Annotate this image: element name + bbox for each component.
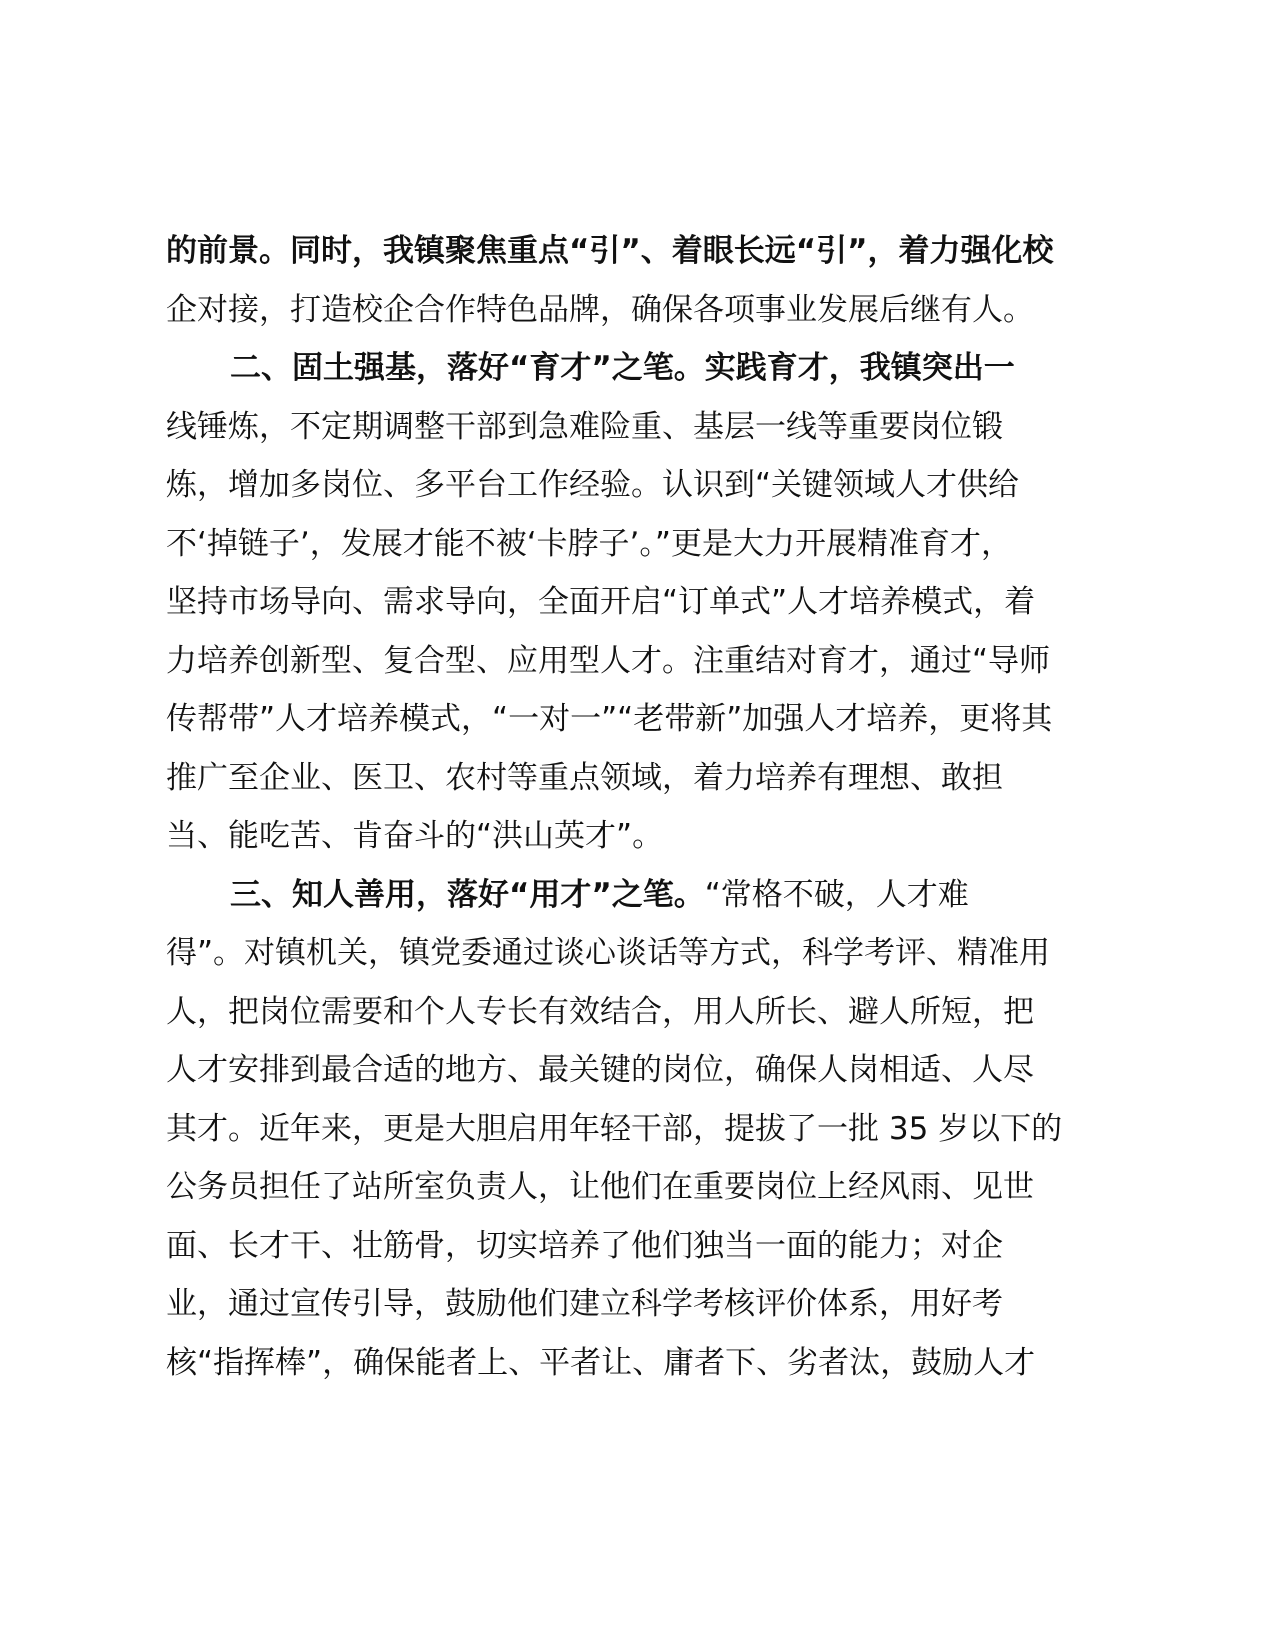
text-line (166, 866, 1126, 925)
text-segment: 线锤炼，不定期调整干部到急难险重、基层一线等重要岗位锻 (166, 408, 1003, 445)
text-line (166, 1100, 1126, 1159)
text-segment: 不‘掉链子’，发展才能不被‘卡脖子’。”更是大力开展精准育才， (166, 525, 1012, 562)
text-segment: 得”。对镇机关，镇党委通过谈心谈话等方式，科学考评、精准用 (166, 935, 1051, 971)
text-line (166, 1275, 1126, 1334)
text-segment: 其才。近年来，更是大胆启用年轻干部，提拔了一批 35 岁以下的 (166, 1110, 1063, 1147)
text-segment: “常格不破，人才难 (704, 876, 969, 913)
text-segment: 传帮带”人才培养模式，“一对一”“老带新”加强人才培养，更将其 (166, 701, 1053, 737)
text-segment: 人才安排到最合适的地方、最关键的岗位，确保人岗相适、人尽 (166, 1052, 1034, 1088)
text-segment: 炼，增加多岗位、多平台工作经验。认识到“关键领域人才供给 (166, 467, 1020, 503)
text-line (166, 222, 1126, 281)
text-line (166, 515, 1126, 574)
bold-text-segment: 二、固土强基，落好“育才”之笔。实践育才，我镇突出一 (230, 350, 1015, 386)
text-segment: 推广至企业、医卫、农村等重点领域，着力培养有理想、敢担 (166, 759, 1003, 796)
text-line (166, 690, 1126, 749)
text-line (166, 807, 1126, 866)
bold-text-segment: 的前景。同时，我镇聚焦重点“引”、着眼长远“引”，着力强化校 (166, 233, 1054, 269)
text-line (166, 924, 1126, 983)
text-line (166, 573, 1126, 632)
text-line (166, 749, 1126, 808)
text-segment: 力培养创新型、复合型、应用型人才。注重结对育才，通过“导师 (166, 642, 1051, 679)
text-line (166, 456, 1126, 515)
text-segment: 核“指挥棒”，确保能者上、平者让、庸者下、劣者汰，鼓励人才 (166, 1344, 1036, 1381)
text-line (166, 983, 1126, 1042)
text-segment: 业，通过宣传引导，鼓励他们建立科学考核评价体系，用好考 (166, 1286, 1003, 1322)
text-segment: 面、长才干、壮筋骨，切实培养了他们独当一面的能力；对企 (166, 1227, 1003, 1264)
text-segment: 坚持市场导向、需求导向，全面开启“订单式”人才培养模式，着 (166, 584, 1036, 620)
text-segment: 企对接，打造校企合作特色品牌，确保各项事业发展后继有人。 (166, 291, 1034, 328)
text-line (166, 1158, 1126, 1217)
text-line (166, 1334, 1126, 1393)
text-segment: 公务员担任了站所室负责人，让他们在重要岗位上经风雨、见世 (166, 1169, 1034, 1205)
text-segment: 人，把岗位需要和个人专长有效结合，用人所长、避人所短，把 (166, 993, 1034, 1030)
text-segment: 当、能吃苦、肯奋斗的“洪山英才”。 (166, 818, 664, 854)
text-line (166, 339, 1126, 398)
text-line (166, 1217, 1126, 1276)
text-line (166, 398, 1126, 457)
bold-text-segment: 三、知人善用，落好“用才”之笔。 (230, 876, 705, 913)
document-body (166, 222, 1126, 1392)
text-line (166, 281, 1126, 340)
text-line (166, 632, 1126, 691)
text-line (166, 1041, 1126, 1100)
